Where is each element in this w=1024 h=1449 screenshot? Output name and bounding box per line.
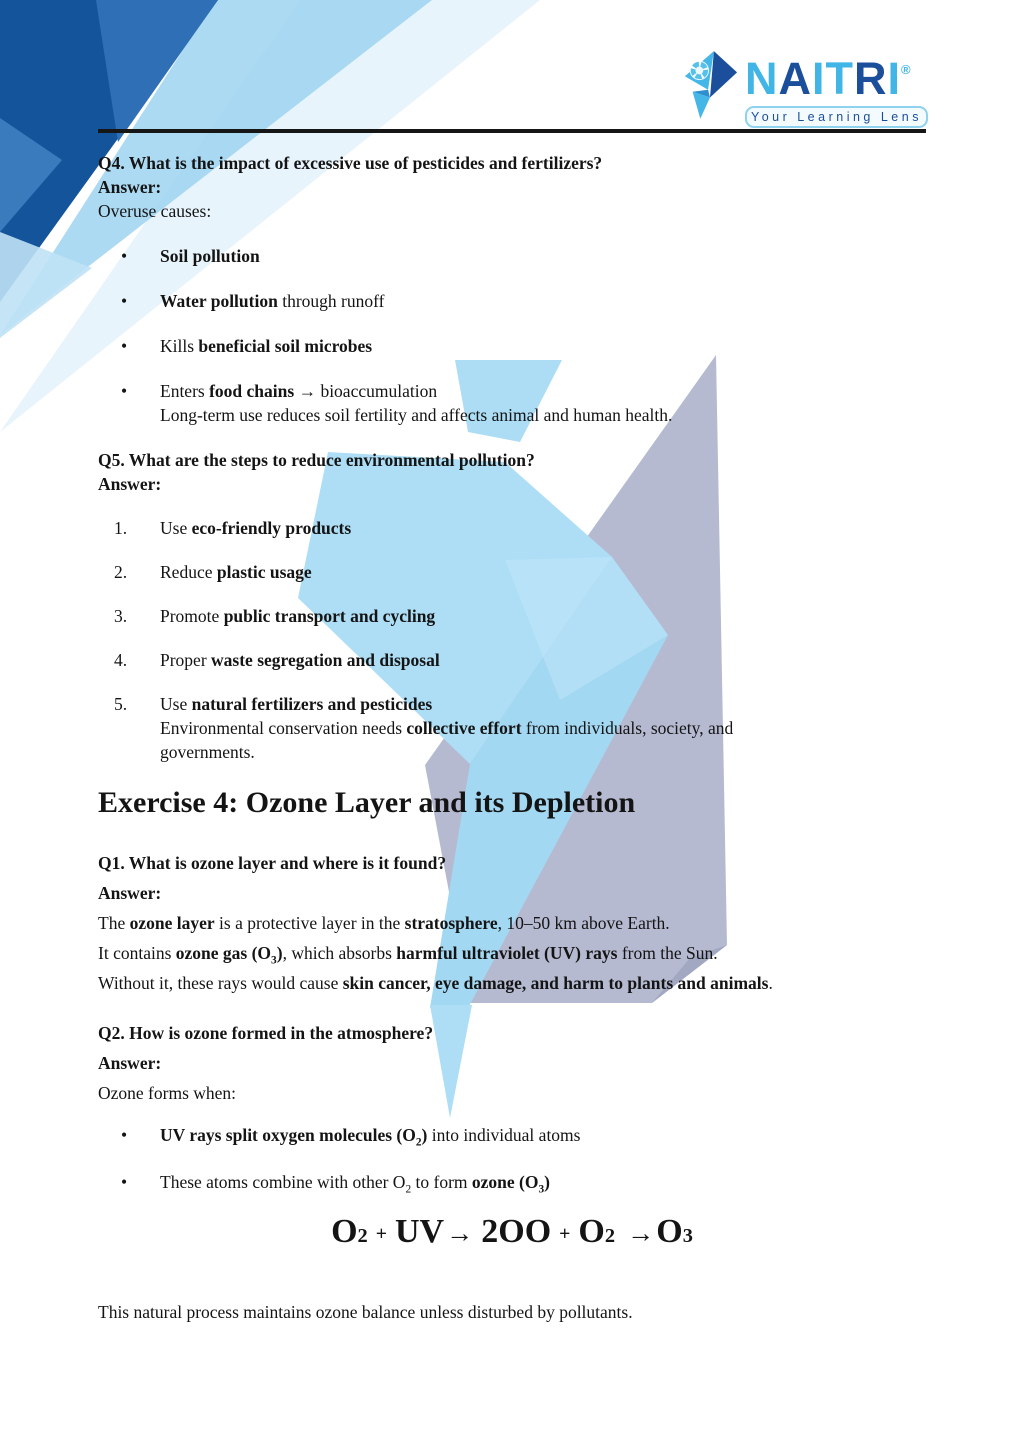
brand-letter: N xyxy=(745,53,779,104)
bullet-item xyxy=(98,379,926,427)
brand-letter: I xyxy=(812,53,826,104)
origami-bird-icon xyxy=(681,46,739,122)
q1-block xyxy=(98,848,926,998)
naitri-logo xyxy=(681,46,928,128)
brand-letter: I xyxy=(887,53,902,104)
bullet-icon: • xyxy=(121,336,128,356)
list-number: 3. xyxy=(114,606,128,626)
brand-wordmark xyxy=(745,46,928,103)
q2-question: Q2. How is ozone formed in the atmosphere? xyxy=(98,1023,434,1043)
bullet-icon: • xyxy=(121,246,128,266)
q2-intro: Ozone forms when: xyxy=(98,1083,237,1103)
q5-answer-label: Answer: xyxy=(98,474,162,494)
list-continuation: Environmental conservation needs collective effort from individuals, society, and xyxy=(160,718,734,738)
registered-trademark-icon: ® xyxy=(901,62,911,77)
list-number: 1. xyxy=(114,518,128,538)
brand-letter: R xyxy=(854,53,888,104)
list-item: 2. Reduce plastic usage xyxy=(114,562,312,582)
exercise-section-heading: Exercise 4: Ozone Layer and its Depletion xyxy=(98,786,636,819)
list-item: 4. Proper waste segregation and disposal xyxy=(114,650,440,670)
q4-bullet-list xyxy=(98,244,926,427)
q1-answer-line: It contains ozone gas $(O_3)$, which absorbs harmful ultraviolet (UV) rays from the Sun. xyxy=(98,943,718,967)
bullet-icon: • xyxy=(121,1125,128,1145)
q1-answer-line: The ozone layer is a protective layer in the stratosphere, 10–50 km above Earth. xyxy=(98,913,670,933)
bullet-line: Enters food chains → bioaccumulation xyxy=(160,381,438,401)
list-item: 3. Promote public transport and cycling xyxy=(114,606,436,626)
bullet-item: • Soil pollution xyxy=(121,246,260,266)
closing-note: This natural process maintains ozone balance unless disturbed by pollutants. xyxy=(98,1302,633,1322)
arrow-icon: → xyxy=(627,1218,655,1248)
q4-answer-label: Answer: xyxy=(98,177,162,197)
q2-bullet-list xyxy=(98,1122,926,1195)
header-divider xyxy=(98,129,926,133)
document-content xyxy=(98,151,926,1325)
bullet-icon: • xyxy=(121,381,128,401)
list-number: 4. xyxy=(114,650,128,670)
q1-answer-line: Without it, these rays would cause skin cancer, eye damage, and harm to plants and animals. xyxy=(98,973,773,993)
q4-intro: Overuse causes: xyxy=(98,201,212,221)
bullet-item: • UV rays split oxygen molecules $(O_2)$ into individual atoms xyxy=(98,1122,926,1148)
arrow-icon: → xyxy=(446,1218,474,1248)
brand-letter: A xyxy=(778,53,812,104)
brand-block xyxy=(745,46,928,128)
ozone-formation-equation: O2 + UV→ 2OO + O2 →O3 xyxy=(331,1213,693,1250)
q1-answer-label: Answer: xyxy=(98,883,162,903)
list-number: 5. xyxy=(114,694,128,714)
list-item xyxy=(98,692,926,764)
q5-question: Q5. What are the steps to reduce environmental pollution? xyxy=(98,450,535,470)
q2-block xyxy=(98,1018,926,1195)
list-line: Use natural fertilizers and pesticides xyxy=(160,694,433,714)
q5-numbered-list xyxy=(98,516,926,764)
bullet-icon: • xyxy=(121,291,128,311)
bullet-continuation: Long-term use reduces soil fertility and affects animal and human health. xyxy=(160,405,673,425)
brand-letter: T xyxy=(825,53,855,104)
bullet-item: • Kills beneficial soil microbes xyxy=(121,336,373,356)
bullet-item: • These atoms combine with other $O_2$ to form ozone $(O_3)$ xyxy=(98,1169,926,1195)
bullet-icon: • xyxy=(121,1172,128,1192)
list-item: 1. Use eco-friendly products xyxy=(114,518,352,538)
q1-question: Q1. What is ozone layer and where is it found? xyxy=(98,853,447,873)
q2-answer-label: Answer: xyxy=(98,1053,162,1073)
brand-tagline: Your Learning Lens xyxy=(745,106,928,128)
bullet-item: • Water pollution through runoff xyxy=(121,291,385,311)
list-number: 2. xyxy=(114,562,128,582)
q4-question: Q4. What is the impact of excessive use of pesticides and fertilizers? xyxy=(98,153,603,173)
list-continuation: governments. xyxy=(160,742,255,762)
